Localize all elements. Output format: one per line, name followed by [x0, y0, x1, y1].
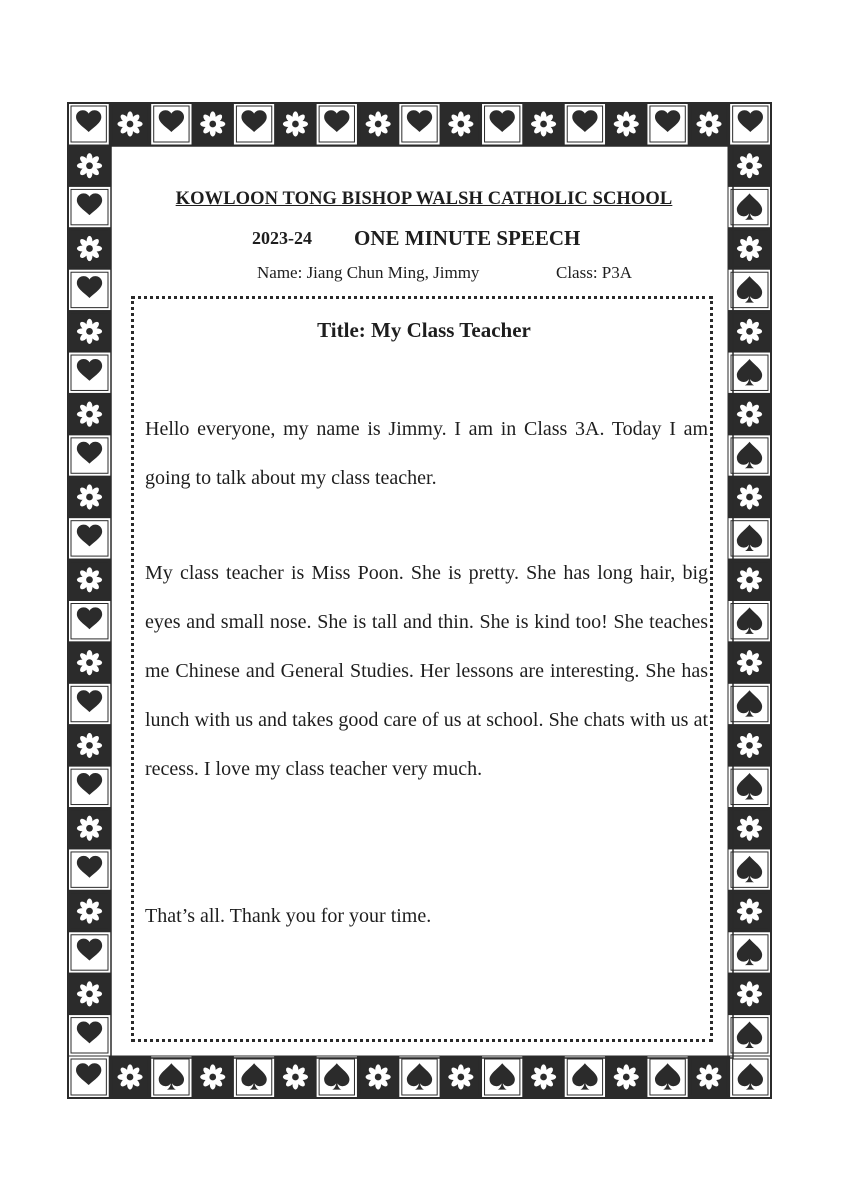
heart-icon — [68, 601, 111, 642]
heart-icon — [68, 269, 111, 310]
flower-icon — [275, 103, 316, 145]
flower-icon — [68, 476, 111, 517]
heart-icon — [68, 518, 111, 559]
heart-icon — [68, 352, 111, 393]
flower-icon — [728, 642, 771, 683]
flower-icon — [728, 808, 771, 849]
heart-icon — [68, 1015, 111, 1056]
flower-icon — [68, 393, 111, 434]
heart-icon — [68, 683, 111, 724]
heart-icon — [68, 103, 109, 145]
heart-icon — [316, 103, 357, 145]
flower-icon — [357, 1056, 398, 1098]
spade-icon — [728, 1015, 771, 1056]
flower-icon — [109, 1056, 150, 1098]
spade-icon — [728, 435, 771, 476]
heart-icon — [68, 766, 111, 807]
flower-icon — [728, 393, 771, 434]
flower-icon — [109, 103, 150, 145]
flower-icon — [728, 973, 771, 1014]
heart-icon — [151, 103, 192, 145]
heart-icon — [68, 932, 111, 973]
flower-icon — [68, 808, 111, 849]
spade-icon — [647, 1056, 688, 1098]
spade-icon — [151, 1056, 192, 1098]
spade-icon — [233, 1056, 274, 1098]
flower-icon — [68, 559, 111, 600]
spade-icon — [728, 518, 771, 559]
speech-paragraph-2: My class teacher is Miss Poon. She is pretty. She has long hair, big eyes and small nose. She is tall and thin. She is kind too! She teaches me Chinese and General Studies. Her lessons are interesting. She has lunch with us and takes good care of us at school. She chats with us at recess. I love my class teacher very much. — [145, 562, 708, 780]
heart-icon — [399, 103, 440, 145]
event-title: ONE MINUTE SPEECH — [354, 226, 581, 250]
flower-icon — [192, 103, 233, 145]
heart-icon — [564, 103, 605, 145]
flower-icon — [68, 145, 111, 186]
flower-icon — [440, 1056, 481, 1098]
flower-icon — [68, 228, 111, 269]
flower-icon — [68, 973, 111, 1014]
spade-icon — [728, 849, 771, 890]
flower-icon — [728, 725, 771, 766]
flower-icon — [68, 642, 111, 683]
spade-icon — [728, 601, 771, 642]
flower-icon — [728, 890, 771, 931]
flower-icon — [728, 476, 771, 517]
speech-title: Title: My Class Teacher — [317, 318, 531, 342]
spade-icon — [399, 1056, 440, 1098]
student-class: Class: P3A — [556, 263, 633, 282]
heart-icon — [482, 103, 523, 145]
heart-icon — [730, 103, 771, 145]
flower-icon — [523, 1056, 564, 1098]
flower-icon — [728, 228, 771, 269]
flower-icon — [688, 1056, 729, 1098]
spade-icon — [564, 1056, 605, 1098]
student-name: Name: Jiang Chun Ming, Jimmy — [257, 263, 480, 282]
flower-icon — [606, 1056, 647, 1098]
spade-icon — [730, 1056, 771, 1098]
flower-icon — [68, 890, 111, 931]
heart-icon — [68, 849, 111, 890]
flower-icon — [357, 103, 398, 145]
heart-icon — [647, 103, 688, 145]
spade-icon — [728, 352, 771, 393]
flower-icon — [728, 145, 771, 186]
speech-paragraph-3: That’s all. Thank you for your time. — [145, 905, 432, 927]
flower-icon — [523, 103, 564, 145]
spade-icon — [316, 1056, 357, 1098]
spade-icon — [482, 1056, 523, 1098]
heart-icon — [233, 103, 274, 145]
spade-icon — [728, 766, 771, 807]
school-year: 2023-24 — [252, 228, 312, 248]
speech-paragraph-1: Hello everyone, my name is Jimmy. I am in Class 3A. Today I am going to talk about my class teacher. — [145, 418, 708, 489]
spade-icon — [728, 932, 771, 973]
spade-icon — [728, 269, 771, 310]
flower-icon — [68, 725, 111, 766]
flower-icon — [688, 103, 729, 145]
spade-icon — [728, 683, 771, 724]
flower-icon — [440, 103, 481, 145]
flower-icon — [606, 103, 647, 145]
heart-icon — [68, 1056, 109, 1098]
flower-icon — [275, 1056, 316, 1098]
flower-icon — [728, 559, 771, 600]
school-name: KOWLOON TONG BISHOP WALSH CATHOLIC SCHOOL — [175, 189, 673, 209]
flower-icon — [192, 1056, 233, 1098]
heart-icon — [68, 435, 111, 476]
